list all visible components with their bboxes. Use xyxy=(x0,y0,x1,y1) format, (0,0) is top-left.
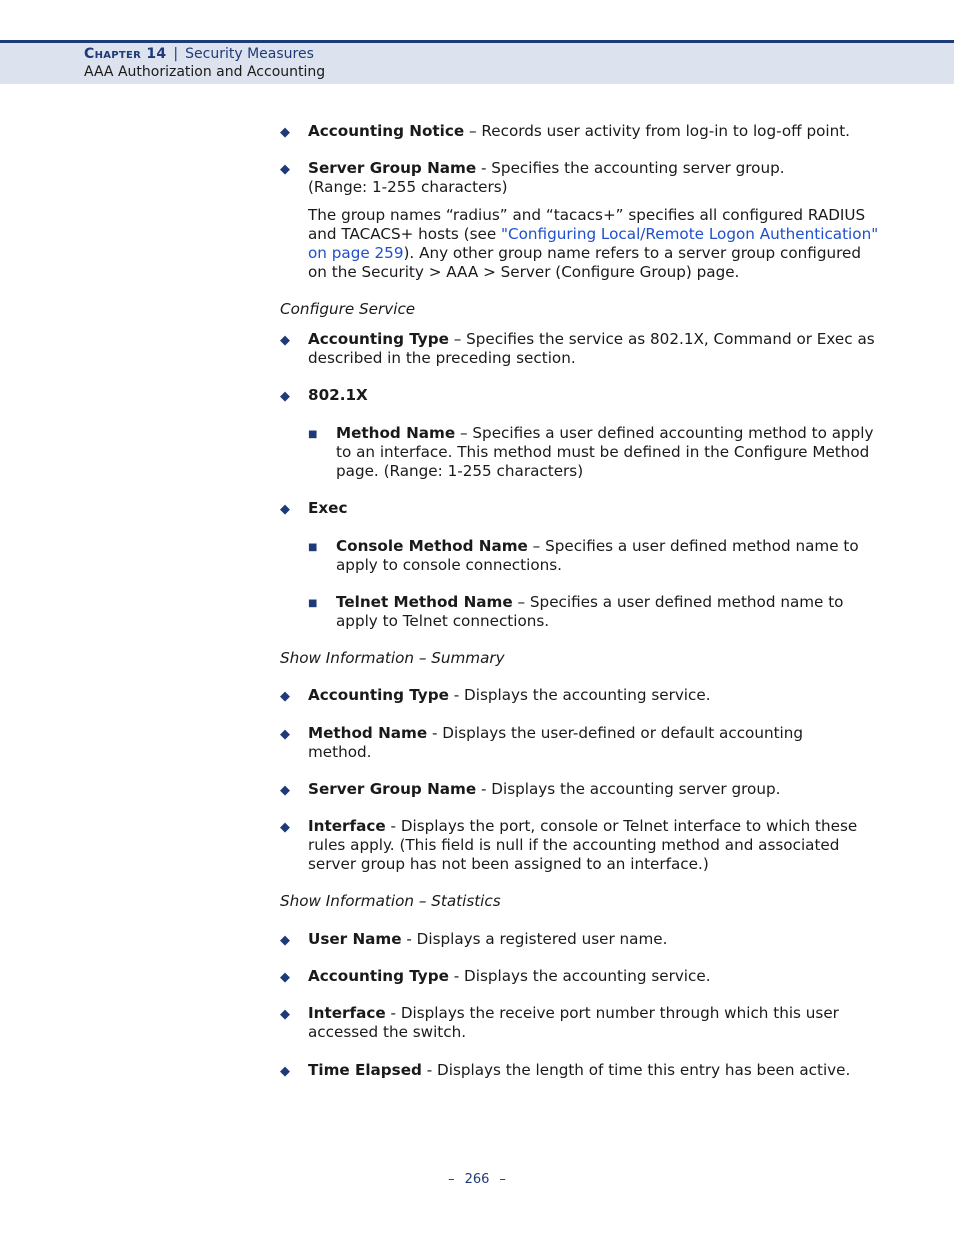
item-label: Server Group Name xyxy=(308,780,477,798)
list-item xyxy=(280,1004,880,1042)
item-text: - Displays the accounting service. xyxy=(448,967,711,985)
item-text: - Displays a registered user name. xyxy=(401,930,668,948)
item-text: – Specifies a user defined accounting method to apply to an interface. This method must be defined in the Configure Method page. (Range: 1-255 characters) xyxy=(336,424,874,480)
diamond-bullet-icon: ◆ xyxy=(280,125,290,140)
square-bullet-icon: ■ xyxy=(308,542,318,553)
page-number: 266 xyxy=(464,1172,490,1187)
item-text: - Specifies the accounting server group. (Range: 1-255 characters) xyxy=(308,159,785,196)
item-label: User Name xyxy=(308,930,402,948)
list-item xyxy=(280,724,828,762)
square-bullet-icon: ■ xyxy=(308,598,318,609)
cross-reference-link[interactable]: "Configuring Local/Remote Logon Authentication" on page 259 xyxy=(308,225,879,262)
diamond-bullet-icon: ◆ xyxy=(280,689,290,704)
section-heading-configure-service: Configure Service xyxy=(280,300,416,318)
diamond-bullet-icon: ◆ xyxy=(280,970,290,985)
item-label: Method Name xyxy=(336,424,456,442)
item-text: - Displays the length of time this entry has been active. xyxy=(421,1061,851,1079)
diamond-bullet-icon: ◆ xyxy=(280,1007,290,1022)
item-label: Server Group Name xyxy=(308,159,477,177)
item-text: – Records user activity from log-in to log-off point. xyxy=(464,122,851,140)
header-separator: | xyxy=(173,46,179,62)
list-item xyxy=(280,330,880,368)
sub-list-item xyxy=(280,593,880,631)
list-item xyxy=(280,1061,880,1080)
item-label: 802.1X xyxy=(308,386,368,404)
item-label: Time Elapsed xyxy=(308,1061,422,1079)
chapter-title: Security Measures xyxy=(185,46,314,62)
item-text: - Displays the accounting server group. xyxy=(476,780,781,798)
item-label: Accounting Notice xyxy=(308,122,465,140)
list-item xyxy=(280,499,880,518)
list-item xyxy=(280,930,880,949)
list-item xyxy=(280,386,880,405)
page-header xyxy=(0,40,954,84)
diamond-bullet-icon: ◆ xyxy=(280,162,290,177)
list-item xyxy=(280,967,880,986)
diamond-bullet-icon: ◆ xyxy=(280,1064,290,1079)
item-text: - Displays the accounting service. xyxy=(448,686,711,704)
item-text: – Specifies a user defined method name to apply to Telnet connections. xyxy=(336,593,844,630)
sub-list-item xyxy=(280,537,880,575)
item-label: Interface xyxy=(308,817,386,835)
list-item xyxy=(280,780,880,799)
item-label: Accounting Type xyxy=(308,686,449,704)
item-text: - Displays the receive port number through which this user accessed the switch. xyxy=(308,1004,839,1041)
diamond-bullet-icon: ◆ xyxy=(280,820,290,835)
item-label: Exec xyxy=(308,499,348,517)
item-label: Console Method Name xyxy=(336,537,528,555)
section-subtitle: AAA Authorization and Accounting xyxy=(84,64,326,80)
item-text: - Displays the port, console or Telnet interface to which these rules apply. (This field is null if the accounting method and associated server group has not been assigned to an interface.) xyxy=(308,817,858,873)
page-footer: – 266 – xyxy=(448,1172,506,1187)
diamond-bullet-icon: ◆ xyxy=(280,783,290,798)
page-body xyxy=(280,120,880,1080)
item-text: – Specifies the service as 802.1X, Command or Exec as described in the preceding section. xyxy=(308,330,875,367)
item-text: – Specifies a user defined method name to apply to console connections. xyxy=(336,537,859,574)
diamond-bullet-icon: ◆ xyxy=(280,389,290,404)
section-heading-statistics: Show Information – Statistics xyxy=(280,892,501,910)
item-label: Method Name xyxy=(308,724,428,742)
paragraph-group-note: The group names “radius” and “tacacs+” specifies all configured RADIUS and TACACS+ hosts (see "Configuring Local/Remote Logon Authentication" on page 259). Any other group name refers to a server group configured on the Security > AAA > Server (Configure Group) page. xyxy=(308,206,879,281)
list-item xyxy=(280,159,828,197)
list-item xyxy=(280,686,880,705)
sub-list-item xyxy=(280,424,880,481)
square-bullet-icon: ■ xyxy=(308,429,318,440)
section-heading-summary: Show Information – Summary xyxy=(280,649,505,667)
diamond-bullet-icon: ◆ xyxy=(280,333,290,348)
item-label: Accounting Type xyxy=(308,967,449,985)
item-label: Accounting Type xyxy=(308,330,449,348)
diamond-bullet-icon: ◆ xyxy=(280,933,290,948)
list-item xyxy=(280,817,880,874)
list-item xyxy=(280,122,880,141)
diamond-bullet-icon: ◆ xyxy=(280,502,290,517)
chapter-label: Chapter 14 xyxy=(84,46,167,62)
diamond-bullet-icon: ◆ xyxy=(280,727,290,742)
item-label: Telnet Method Name xyxy=(336,593,513,611)
item-text: - Displays the user-defined or default accounting method. xyxy=(308,724,804,761)
item-label: Interface xyxy=(308,1004,386,1022)
header-chapter-line xyxy=(84,46,314,62)
